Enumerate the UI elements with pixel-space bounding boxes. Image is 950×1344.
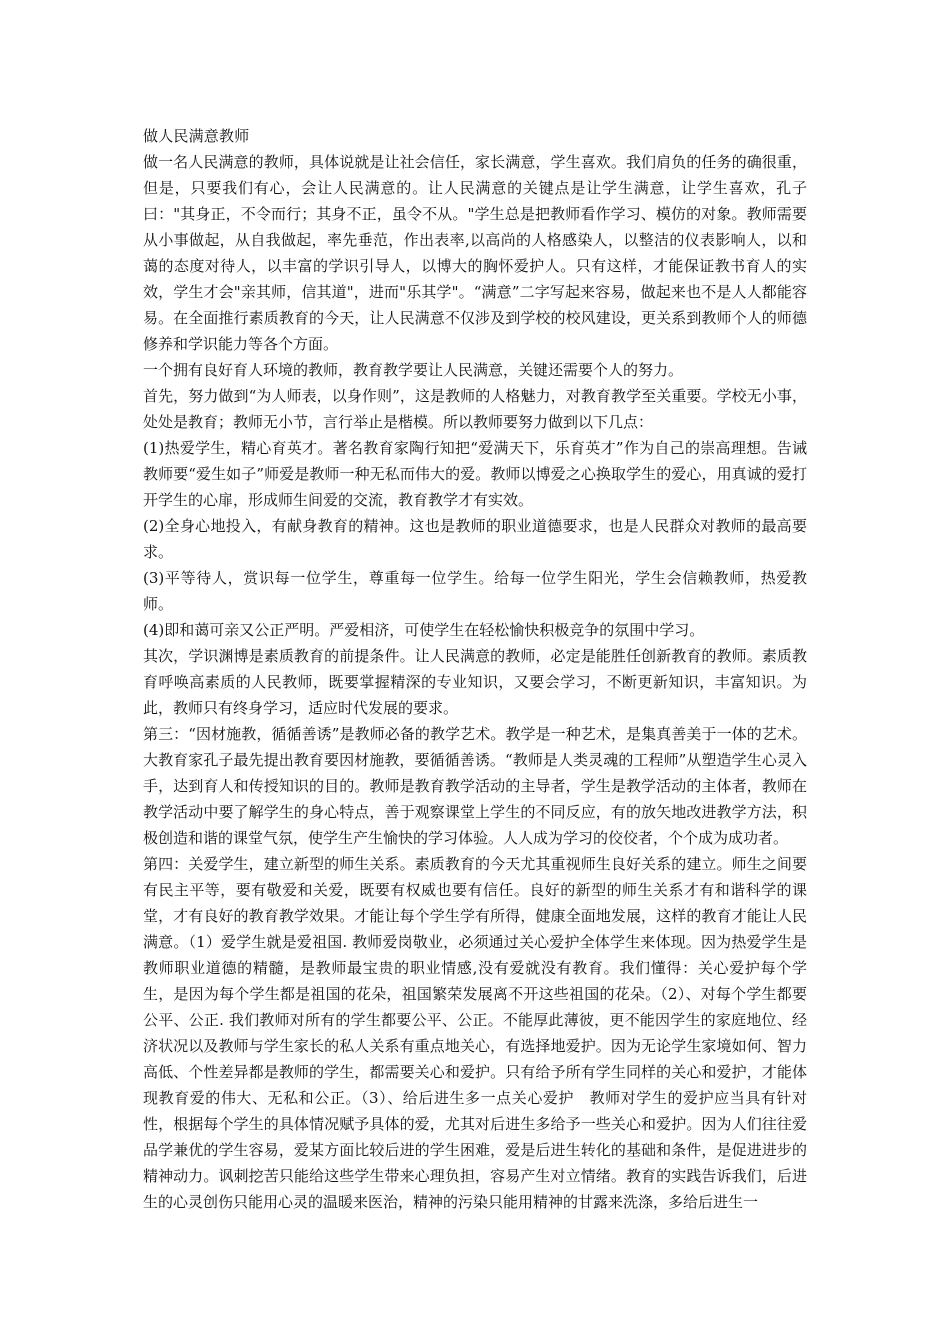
paragraph-point-4: (4)即和蔼可亲又公正严明。严爱相济，可使学生在轻松愉快积极竞争的氛围中学习。 xyxy=(143,621,705,639)
paragraph-point-1: (1)热爱学生，精心育英才。著名教育家陶行知把“爱满天下，乐育英才”作为自己的崇高理想。告诫教师要“爱生如子”师爱是教师一种无私而伟大的爱。教师以博爱之心换取学生的爱心，用真诚的爱打开学生的心扉，形成师生间爱的交流，教育教学才有实效。 xyxy=(143,439,807,509)
paragraph-intro: 做一名人民满意的教师，具体说就是让社会信任，家长满意，学生喜欢。我们肩负的任务的确很重，但是，只要我们有心，会让人民满意的。让人民满意的关键点是让学生满意，让学生喜欢，孔子曰："其身正，不令而行；其身不正，虽令不从。"学生总是把教师看作学习、模仿的对象。教师需要从小事做起，从自我做起，率先垂范，作出表率,以高尚的人格感染人，以整洁的仪表影响人，以和蔼的态度对待人，以丰富的学识引导人，以博大的胸怀爱护人。只有这样，才能保证教书育人的实效，学生才会"亲其师，信其道"，进而"乐其学"。“满意”二字写起来容易，做起来也不是人人都能容易。在全面推行素质教育的今天，让人民满意不仅涉及到学校的校风建设，更关系到教师个人的师德修养和学识能力等各个方面。 xyxy=(143,153,807,353)
paragraph-effort: 一个拥有良好育人环境的教师，教育教学要让人民满意，关键还需要个人的努力。 xyxy=(143,361,684,379)
paragraph-first: 首先，努力做到“为人师表，以身作则”，这是教师的人格魅力，对教育教学至关重要。学校无小事，处处是教育；教师无小节，言行举止是楷模。所以教师要努力做到以下几点： xyxy=(143,387,807,431)
paragraph-third: 第三：“因材施教，循循善诱”是教师必备的教学艺术。教学是一种艺术，是集真善美于一体的艺术。大教育家孔子最先提出教育要因材施教，要循循善诱。“教师是人类灵魂的工程师”从塑造学生心灵入手，达到育人和传授知识的目的。教师是教育教学活动的主导者，学生是教学活动的主体者，教师在教学活动中要了解学生的身心特点，善于观察课堂上学生的不同反应，有的放矢地改进教学方法，积极创造和谐的课堂气氛，使学生产生愉快的学习体验。人人成为学习的佼佼者，个个成为成功者。 xyxy=(143,725,807,847)
paragraph-point-3: (3)平等待人，赏识每一位学生，尊重每一位学生。给每一位学生阳光，学生会信赖教师，热爱教师。 xyxy=(143,569,807,613)
document-title: 做人民满意教师 xyxy=(143,127,250,145)
paragraph-fourth: 第四：关爱学生，建立新型的师生关系。素质教育的今天尤其重视师生良好关系的建立。师生之间要有民主平等，要有敬爱和关爱，既要有权威也要有信任。良好的新型的师生关系才有和谐科学的课堂，才有良好的教育教学效果。才能让每个学生学有所得，健康全面地发展，这样的教育才能让人民满意。（1）爱学生就是爱祖国. 教师爱岗敬业，必须通过关心爱护全体学生来体现。因为热爱学生是教师职业道德的精髓，是教师最宝贵的职业情感,没有爱就没有教育。我们懂得：关心爱护每个学生，是因为每个学生都是祖国的花朵，祖国繁荣发展离不开这些祖国的花朵。（2）、对每个学生都要公平、公正. 我们教师对所有的学生都要公平、公正。不能厚此薄彼，更不能因学生的家庭地位、经济状况以及教师与学生家长的私人关系有重点地关心，有选择地爱护。因为无论学生家境如何、智力高低、个性差异都是教师的学生，都需要关心和爱护。只有给予所有学生同样的关心和爱护，才能体现教育爱的伟大、无私和公正。（3）、给后进生多一点关心爱护 教师对学生的爱护应当具有针对性，根据每个学生的具体情况赋予具体的爱，尤其对后进生多给予一些关心和爱护。因为人们往往爱品学兼优的学生容易，爱某方面比较后进的学生困难，爱是后进生转化的基础和条件，是促进进步的精神动力。讽刺挖苦只能给这些学生带来心理负担，容易产生对立情绪。教育的实践告诉我们，后进生的心灵创伤只能用心灵的温暖来医治，精神的污染只能用精神的甘露来洗涤，多给后进生一 xyxy=(143,855,807,1211)
document-body xyxy=(143,123,807,1215)
paragraph-point-2: (2)全身心地投入，有献身教育的精神。这也是教师的职业道德要求，也是人民群众对教师的最高要求。 xyxy=(143,517,807,561)
paragraph-second: 其次，学识渊博是素质教育的前提条件。让人民满意的教师，必定是能胜任创新教育的教师。素质教育呼唤高素质的人民教师，既要掌握精深的专业知识，又要会学习，不断更新知识，丰富知识。为此，教师只有终身学习，适应时代发展的要求。 xyxy=(143,647,807,717)
